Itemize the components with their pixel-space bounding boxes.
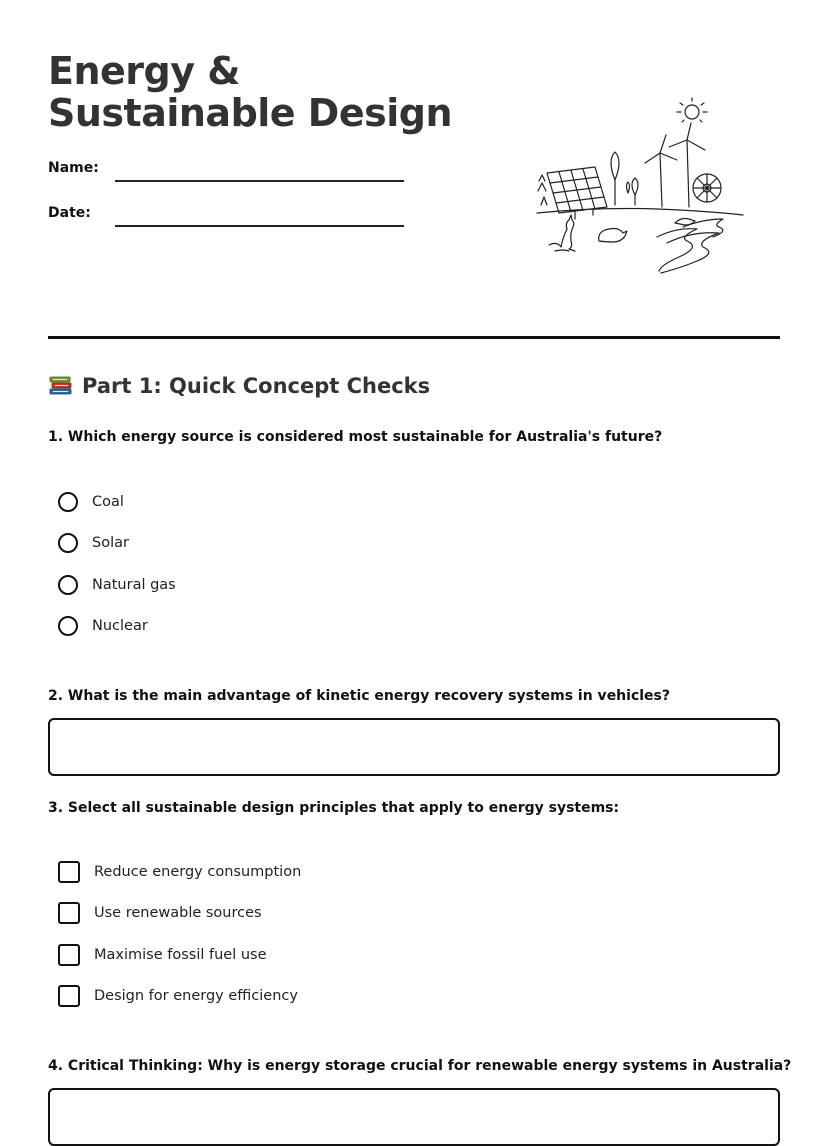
date-field[interactable] (115, 225, 404, 227)
books-icon (48, 374, 74, 398)
tree-icon (611, 152, 638, 205)
checkbox[interactable] (58, 944, 80, 966)
checkbox[interactable] (58, 985, 80, 1007)
question-2-text: 2. What is the main advantage of kinetic energy recovery systems in vehicles? (48, 688, 670, 704)
option-label: Coal (92, 494, 124, 510)
q1-option-nuclear[interactable] (58, 616, 148, 636)
wombat-icon (599, 229, 627, 243)
q2-answer-field[interactable] (48, 718, 780, 776)
q3-option-reduce-consumption[interactable] (58, 861, 301, 883)
option-label: Reduce energy consumption (94, 864, 302, 880)
question-3-text: 3. Select all sustainable design principles that apply to energy systems: (48, 800, 620, 816)
kangaroo-icon (549, 215, 575, 251)
name-field[interactable] (115, 180, 404, 182)
question-4-text: 4. Critical Thinking: Why is energy storage crucial for renewable energy systems in Australia? (48, 1058, 792, 1074)
option-label: Use renewable sources (94, 905, 262, 921)
date-label: Date: (48, 205, 91, 221)
water-wheel-icon (693, 174, 721, 202)
name-label: Name: (48, 160, 99, 176)
renewable-landscape-illustration (535, 95, 750, 275)
river-icon (657, 219, 723, 274)
radio-button[interactable] (58, 492, 78, 512)
option-label: Maximise fossil fuel use (94, 947, 267, 963)
option-label: Natural gas (92, 577, 176, 593)
radio-button[interactable] (58, 533, 78, 553)
sun-icon (677, 98, 707, 122)
checkbox[interactable] (58, 861, 80, 883)
checkbox[interactable] (58, 902, 80, 924)
option-label: Design for energy efficiency (94, 988, 298, 1004)
q1-option-natural-gas[interactable] (58, 575, 176, 595)
q1-option-solar[interactable] (58, 533, 129, 553)
question-1-text: 1. Which energy source is considered most sustainable for Australia's future? (48, 429, 663, 445)
radio-button[interactable] (58, 575, 78, 595)
q3-option-energy-efficiency[interactable] (58, 985, 298, 1007)
option-label: Nuclear (92, 618, 148, 634)
radio-button[interactable] (58, 616, 78, 636)
part1-heading (48, 374, 430, 398)
q3-option-fossil-fuel[interactable] (58, 944, 267, 966)
q1-option-coal[interactable] (58, 492, 124, 512)
q4-answer-field[interactable] (48, 1088, 780, 1146)
section-divider (48, 336, 780, 339)
worksheet-title: Energy & Sustainable Design (48, 49, 453, 135)
q3-option-renewable-sources[interactable] (58, 902, 262, 924)
part1-title: Part 1: Quick Concept Checks (82, 374, 431, 398)
option-label: Solar (92, 535, 129, 551)
wind-turbine-icon (645, 123, 705, 207)
solar-panel-icon (538, 167, 607, 219)
